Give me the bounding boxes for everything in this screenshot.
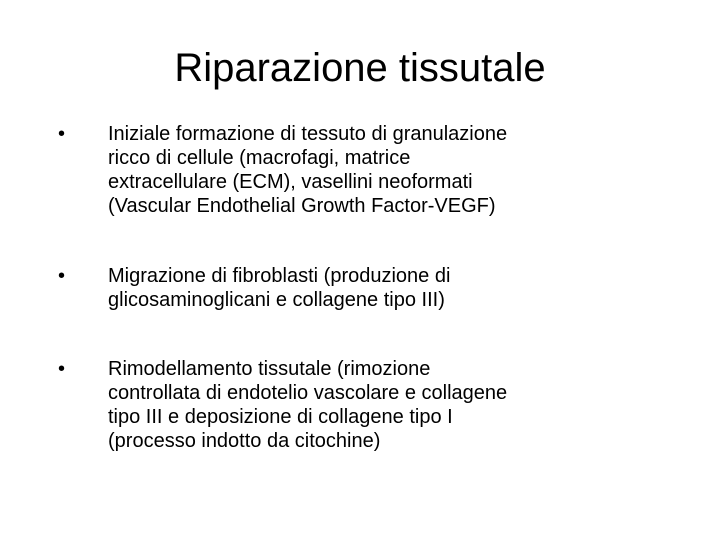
- bullet-text: Iniziale formazione di tessuto di granulazione ricco di cellule (macrofagi, matrice extracellulare (ECM), vasellini neoformati (Vascular Endothelial Growth Factor-VEGF): [108, 123, 508, 217]
- bullet-icon: •: [58, 265, 66, 287]
- bullet-text: Rimodellamento tissutale (rimozione controllata di endotelio vascolare e collagene tipo III e deposizione di collagene tipo I (processo indotto da citochine): [108, 358, 508, 452]
- bullet-icon: •: [58, 358, 66, 380]
- bullet-icon: •: [58, 123, 66, 145]
- slide-title: Riparazione tissutale: [174, 46, 546, 90]
- bullet-text: Migrazione di fibroblasti (produzione di glicosaminoglicani e collagene tipo III): [108, 265, 451, 311]
